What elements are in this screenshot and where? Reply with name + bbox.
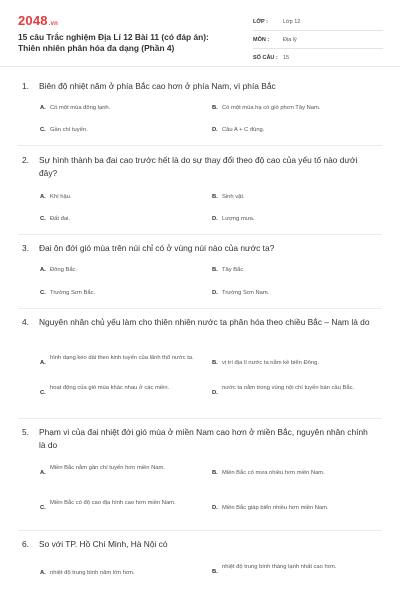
option-letter: C. [40, 505, 46, 511]
option-text: nước ta nằm trong vùng nội chí tuyến bán cầu Bắc. [222, 385, 355, 391]
question-text: Nguyên nhân chủ yếu làm cho thiên nhiên nước ta phân hóa theo chiều Bắc – Nam là do [39, 317, 370, 327]
question-divider [18, 530, 382, 531]
question-number: 2. [22, 155, 29, 165]
question-number: 3. [22, 243, 29, 253]
option-text: Đất đai. [50, 216, 70, 222]
question-text: So với TP. Hồ Chí Minh, Hà Nội có [39, 539, 168, 549]
question-number: 5. [22, 427, 29, 437]
meta-label: SỐ CÂU : [253, 55, 278, 61]
meta-label: LỚP : [253, 19, 268, 25]
option-text: nhiệt độ trung bình tháng lạnh nhất cao hơn. [222, 564, 337, 570]
option-text: Khí hậu. [50, 194, 72, 200]
option-text: Có một mùa đông lạnh. [50, 105, 111, 111]
meta-question-count [253, 52, 383, 67]
meta-value: 15 [283, 55, 290, 61]
meta-value: Địa lý [283, 37, 297, 43]
meta-grade [253, 16, 383, 31]
option-text: nhiệt độ trung bình năm lớn hơn. [50, 570, 135, 576]
option-text: Trường Sơn Nam. [222, 290, 270, 296]
option-letter: C. [40, 216, 46, 222]
question-number: 1. [22, 81, 29, 91]
question-text: Phạm vi của đai nhiệt đới gió mùa ở miền Nam cao hơn ở miền Bắc, nguyên nhân chính là do [39, 427, 368, 450]
option-text: Lượng mưa. [222, 216, 255, 222]
option-text: Tây Bắc. [222, 267, 245, 273]
question-text: Sự hình thành ba đai cao trước hết là do sự thay đổi theo độ cao của yếu tố nào dưới đây? [39, 155, 358, 178]
option-letter: D. [212, 216, 218, 222]
option-letter: A. [40, 570, 46, 576]
option-letter: C. [40, 390, 46, 396]
question-text: Biên độ nhiệt năm ở phía Bắc cao hơn ở phía Nam, vì phía Bắc [39, 81, 276, 91]
meta-label: MÔN : [253, 37, 270, 43]
option-text: hình dạng kéo dài theo kinh tuyến của lãnh thổ nước ta. [50, 355, 194, 361]
option-letter: B. [212, 470, 218, 476]
document-meta [253, 16, 383, 70]
document-title: 15 câu Trắc nghiệm Địa Lí 12 Bài 11 (có đáp án): Thiên nhiên phân hóa đa dạng (Phần 4) [18, 32, 209, 53]
header-divider [0, 66, 400, 67]
question-number: 6. [22, 539, 29, 549]
option-letter: D. [212, 505, 218, 511]
question-text: Đai ôn đới gió mùa trên núi chỉ có ở vùng núi nào của nước ta? [39, 243, 275, 253]
option-letter: D. [212, 390, 218, 396]
meta-value: Lớp 12 [283, 19, 301, 25]
site-logo[interactable] [18, 13, 58, 28]
option-letter: B. [212, 267, 218, 273]
question-divider [18, 418, 382, 419]
option-letter: D. [212, 127, 218, 133]
option-letter: B. [212, 569, 218, 575]
option-letter: C. [40, 127, 46, 133]
option-text: hoạt động của gió mùa khác nhau ở các miền. [50, 385, 170, 391]
question-divider [18, 234, 382, 235]
option-letter: C. [40, 290, 46, 296]
option-text: Có một mùa hạ có gió phơn Tây Nam. [222, 105, 321, 111]
option-text: Đông Bắc. [50, 267, 78, 273]
option-letter: A. [40, 470, 46, 476]
question-divider [18, 308, 382, 309]
logo-suffix: .vn [48, 21, 59, 27]
option-text: Gần chí tuyến. [50, 127, 88, 133]
option-text: Miền Bắc nằm gần chí tuyến hơn miền Nam. [50, 465, 165, 471]
question-divider [18, 145, 382, 146]
option-letter: A. [40, 267, 46, 273]
option-text: Câu A + C đúng. [222, 127, 265, 133]
option-text: Sinh vật. [222, 194, 245, 200]
option-letter: B. [212, 194, 218, 200]
option-letter: B. [212, 105, 218, 111]
meta-subject [253, 34, 383, 49]
option-letter: A. [40, 360, 46, 366]
header [0, 0, 400, 66]
logo-main: 2048 [18, 13, 48, 28]
option-text: vị trí địa lí nước ta nằm kề biển Đông. [222, 360, 319, 366]
option-letter: A. [40, 194, 46, 200]
question-number: 4. [22, 317, 29, 327]
option-text: Miền Bắc có độ cao địa hình cao hơn miền Nam. [50, 500, 176, 506]
option-letter: B. [212, 360, 218, 366]
option-text: Trường Sơn Bắc. [50, 290, 96, 296]
option-letter: A. [40, 105, 46, 111]
option-text: Miền Bắc có mưa nhiều hơn miền Nam. [222, 470, 325, 476]
option-letter: D. [212, 290, 218, 296]
option-text: Miền Bắc giáp biển nhiều hơn miền Nam. [222, 505, 329, 511]
